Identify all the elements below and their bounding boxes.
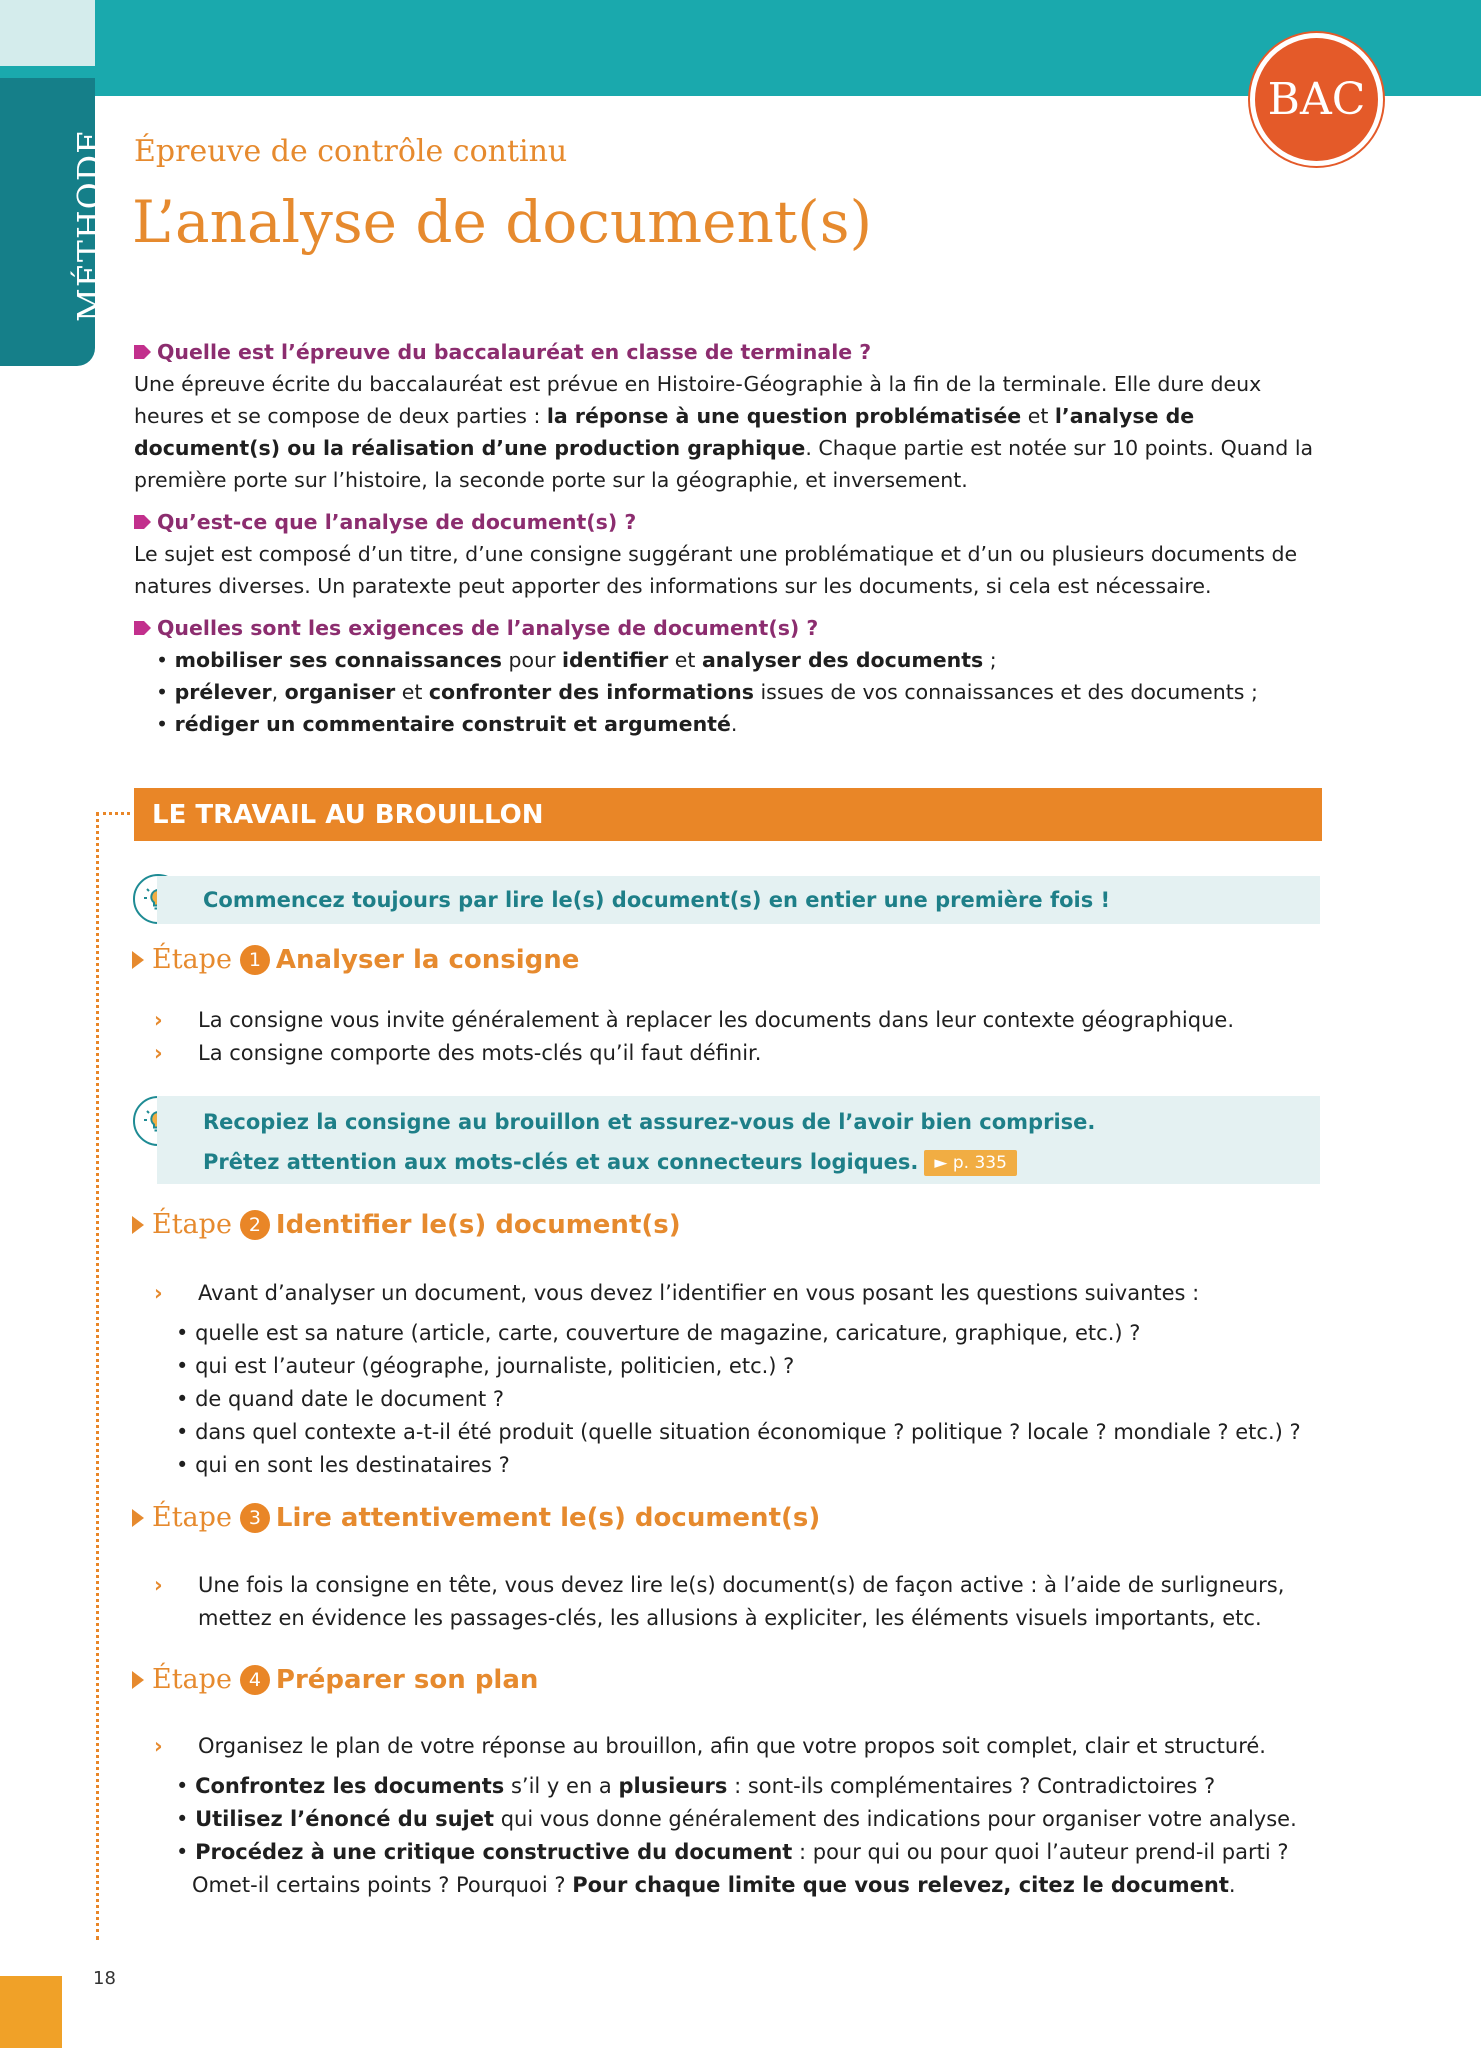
list-item: • de quand date le document ? [176, 1387, 505, 1411]
step-heading: Étape 4 Préparer son plan [132, 1664, 538, 1695]
bullet-marker-icon [134, 345, 152, 359]
intro-paragraph: Le sujet est composé d’un titre, d’une consigne suggérant une problématique et d’un ou plusieurs documents de natures diverses. Un paratexte peut apporter des informations sur les documents, si cela est nécessaire. [134, 542, 1298, 598]
step-number: 1 [240, 945, 270, 975]
step-heading: Étape 3 Lire attentivement le(s) document(s) [132, 1502, 820, 1533]
footer-block [0, 1976, 62, 2048]
list-item: › Avant d’analyser un document, vous devez l’identifier en vous posant les questions suivantes : [154, 1281, 1200, 1305]
question-heading: Quelle est l’épreuve du baccalauréat en classe de terminale ? [134, 336, 1334, 368]
step-body [154, 1730, 1326, 1902]
page-title: L’analyse de document(s) [132, 188, 873, 256]
triangle-icon [132, 1509, 144, 1527]
list-item: • quelle est sa nature (article, carte, couverture de magazine, caricature, graphique, etc.) ? [176, 1321, 1141, 1345]
list-item: › Organisez le plan de votre réponse au brouillon, afin que votre propos soit complet, clair et structuré. [154, 1734, 1266, 1758]
side-tab-label: MÉTHODE [70, 128, 109, 322]
bullet-marker-icon [134, 621, 152, 635]
list-item: • qui en sont les destinataires ? [176, 1453, 510, 1477]
list-item: • Utilisez l’énoncé du sujet qui vous donne généralement des indications pour organiser votre analyse. [176, 1807, 1297, 1831]
page-kicker: Épreuve de contrôle continu [134, 134, 568, 169]
step-heading: Étape 1 Analyser la consigne [132, 944, 579, 975]
dotted-guide [96, 812, 99, 1940]
triangle-icon [132, 1671, 144, 1689]
list-item: • Confrontez les documents s’il y en a plusieurs : sont-ils complémentaires ? Contradictoires ? [176, 1774, 1216, 1798]
step-number: 4 [240, 1665, 270, 1695]
list-item: › Une fois la consigne en tête, vous devez lire le(s) document(s) de façon active : à l’aide de surligneurs, mettez en évidence les passages-clés, les allusions à expliciter, les éléments visuels importants, etc. [154, 1573, 1285, 1630]
step-number: 3 [240, 1503, 270, 1533]
tip-box: Commencez toujours par lire le(s) document(s) en entier une première fois ! [157, 876, 1320, 924]
question-heading: Quelles sont les exigences de l’analyse de document(s) ? [134, 612, 1334, 644]
list-item: • rédiger un commentaire construit et argumenté. [156, 712, 738, 736]
intro-paragraph: Une épreuve écrite du baccalauréat est prévue en Histoire-Géographie à la fin de la terminale. Elle dure deux heures et se compose de deux parties : la réponse à une question problématisée et l’analyse de document(s) ou la réalisation d’une production graphique. Chaque partie est notée sur 10 points. Quand la première porte sur l’histoire, la seconde porte sur la géographie, et inversement. [134, 372, 1314, 492]
page-reference-link[interactable]: ► p. 335 [924, 1150, 1017, 1176]
triangle-icon [132, 951, 144, 969]
step-number: 2 [240, 1210, 270, 1240]
step-body [154, 1004, 1326, 1070]
triangle-icon [132, 1216, 144, 1234]
list-item: • prélever, organiser et confronter des informations issues de vos connaissances et des documents ; [156, 680, 1258, 704]
top-left-block [0, 0, 95, 66]
list-item: • qui est l’auteur (géographe, journaliste, politicien, etc.) ? [176, 1354, 795, 1378]
section-banner: LE TRAVAIL AU BROUILLON [134, 788, 1322, 841]
step-body [154, 1569, 1326, 1635]
dotted-guide [96, 812, 130, 815]
bullet-marker-icon [134, 515, 152, 529]
bac-badge: BAC [1250, 33, 1383, 166]
list-item: • dans quel contexte a-t-il été produit (quelle situation économique ? politique ? locale ? mondiale ? etc.) ? [176, 1420, 1301, 1444]
page-number: 18 [93, 1968, 116, 1989]
step-heading: Étape 2 Identifier le(s) document(s) [132, 1209, 681, 1240]
step-body [154, 1277, 1326, 1482]
question-heading: Qu’est-ce que l’analyse de document(s) ? [134, 506, 1334, 538]
list-item: › La consigne comporte des mots-clés qu’il faut définir. [154, 1041, 762, 1065]
list-item: • Procédez à une critique constructive du document : pour qui ou pour quoi l’auteur prend-il parti ? Omet-il certains points ? Pourquoi ? Pour chaque limite que vous relevez, citez le document. [176, 1840, 1289, 1897]
list-item: • mobiliser ses connaissances pour identifier et analyser des documents ; [156, 648, 997, 672]
list-item: › La consigne vous invite généralement à replacer les documents dans leur contexte géographique. [154, 1008, 1234, 1032]
tip-box: Recopiez la consigne au brouillon et assurez-vous de l’avoir bien comprise. Prêtez attention aux mots-clés et aux connecteurs logiques. ► p. 335 [157, 1096, 1320, 1184]
intro-section [134, 336, 1334, 740]
